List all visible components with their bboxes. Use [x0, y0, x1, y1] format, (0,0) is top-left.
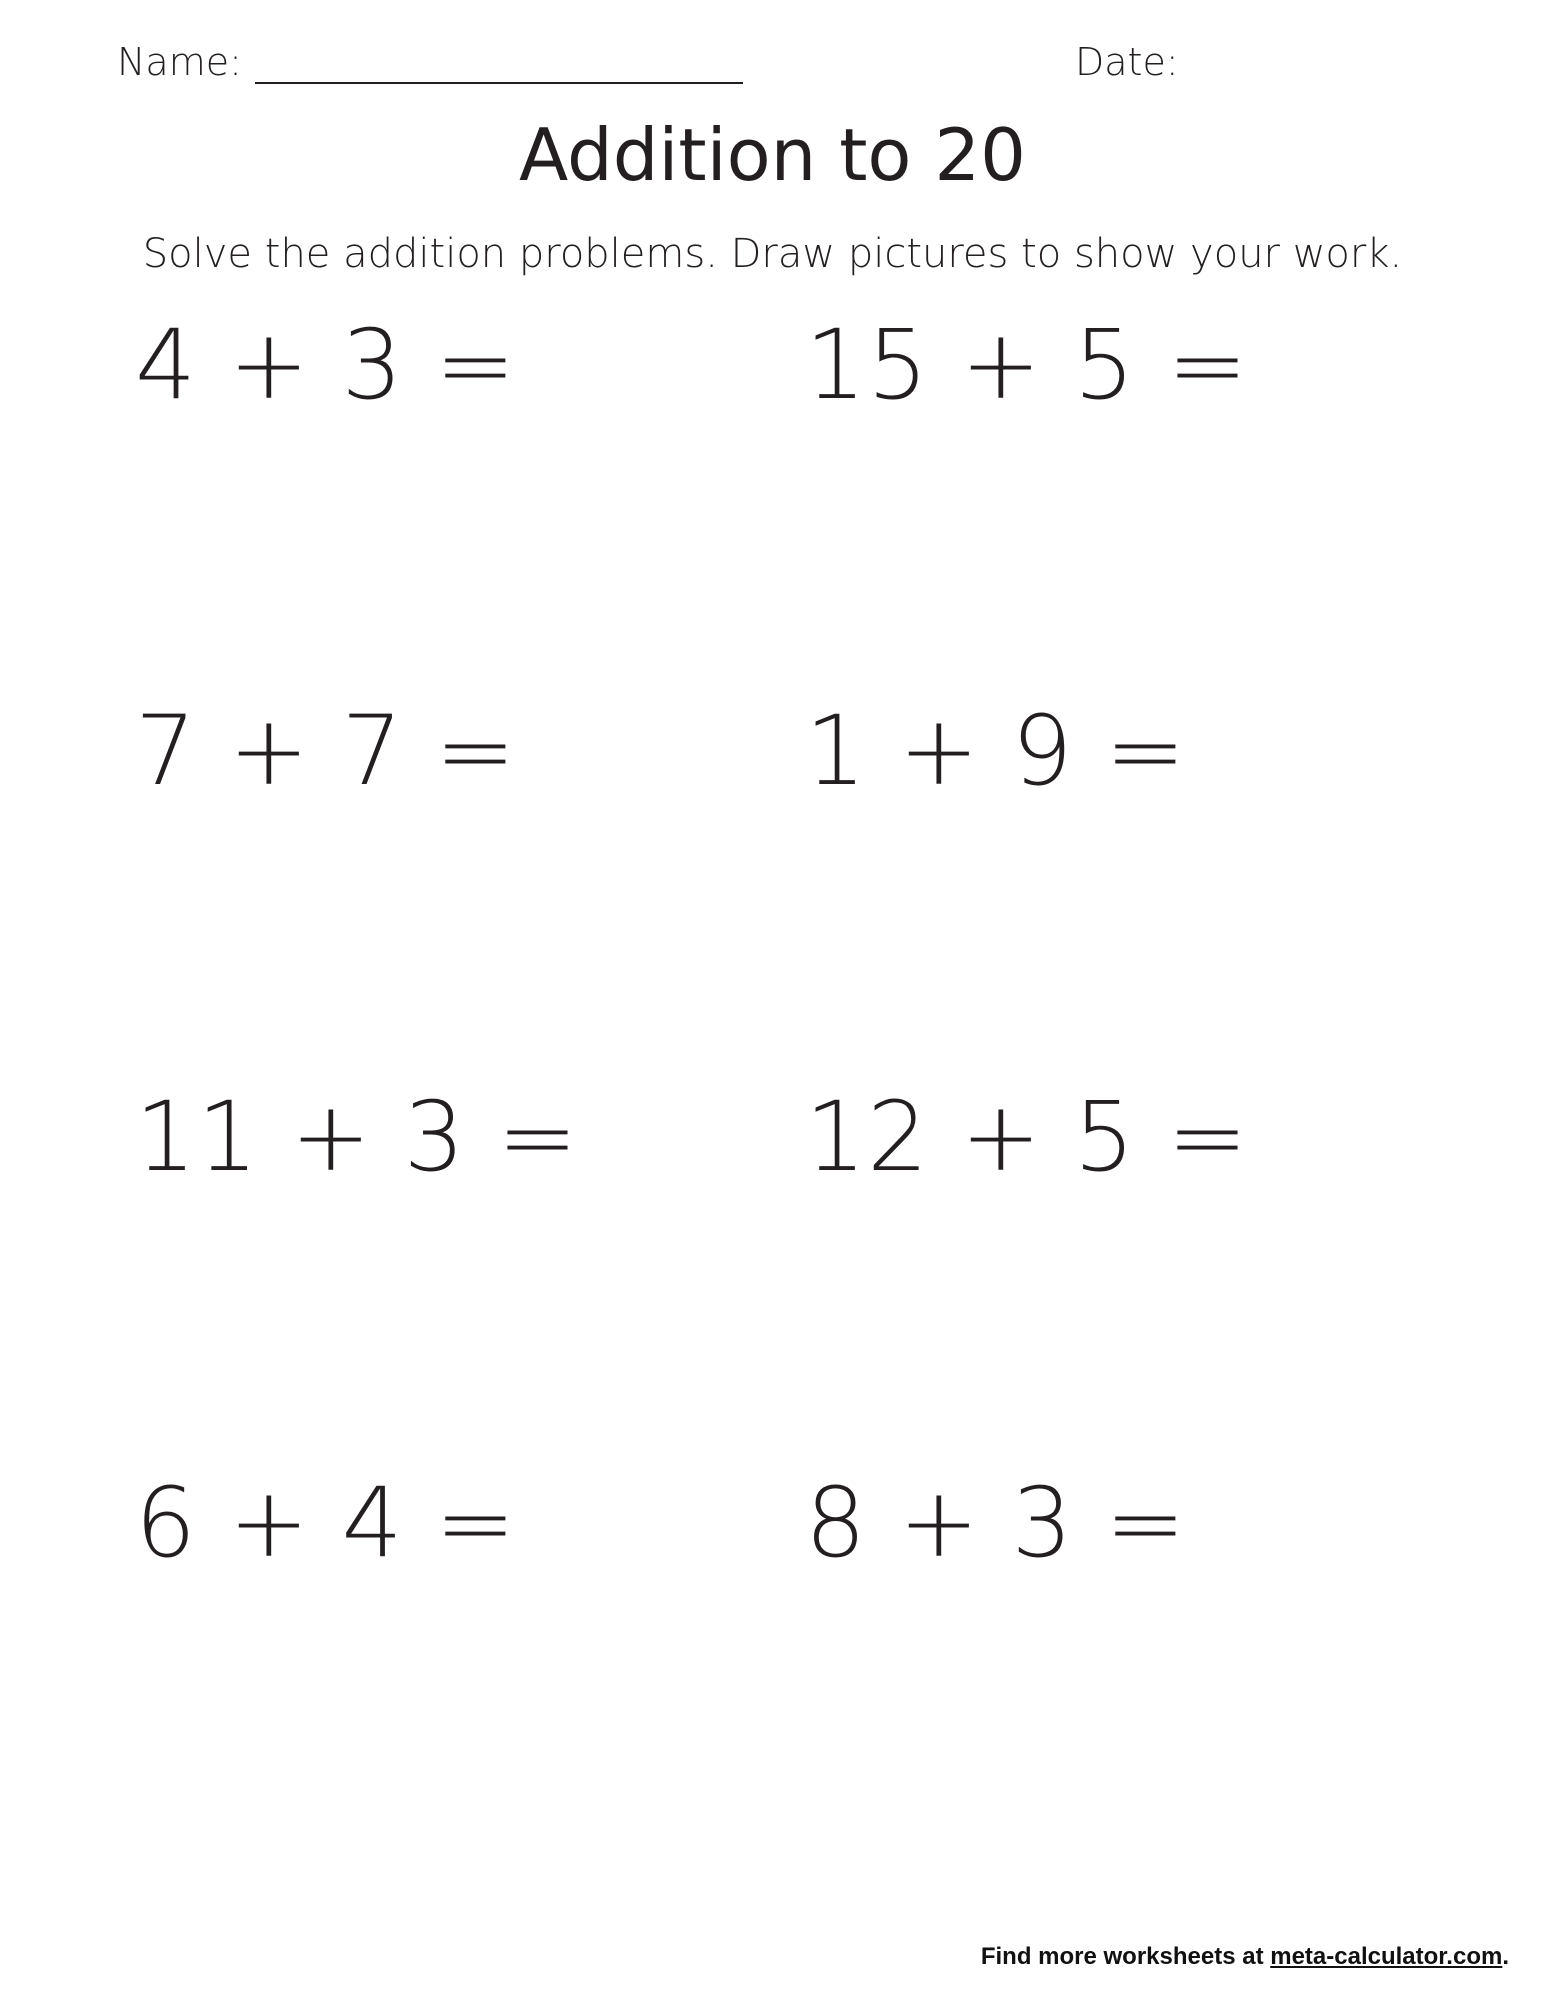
problem-6: 12 + 5 = [805, 1081, 1249, 1193]
problem-3: 7 + 7 = [135, 695, 517, 807]
date-label: Date: [1075, 40, 1179, 84]
problem-8: 8 + 3 = [805, 1467, 1187, 1579]
footer-link[interactable]: meta-calculator.com [1270, 1943, 1503, 1970]
footer-prefix: Find more worksheets at [980, 1943, 1271, 1970]
footer-credit [981, 1942, 1509, 1972]
problem-2: 15 + 5 = [805, 309, 1249, 421]
name-label: Name: [117, 40, 242, 84]
problem-4: 1 + 9 = [805, 695, 1187, 807]
name-input-line[interactable] [255, 82, 743, 84]
problem-5: 11 + 3 = [135, 1081, 579, 1193]
worksheet-header [0, 0, 1545, 100]
worksheet-title: Addition to 20 [519, 113, 1026, 197]
problem-1: 4 + 3 = [135, 309, 517, 421]
instructions: Solve the addition problems. Draw pictures to show your work. [142, 231, 1403, 277]
footer-suffix: . [1502, 1943, 1509, 1970]
problem-7: 6 + 4 = [135, 1467, 517, 1579]
